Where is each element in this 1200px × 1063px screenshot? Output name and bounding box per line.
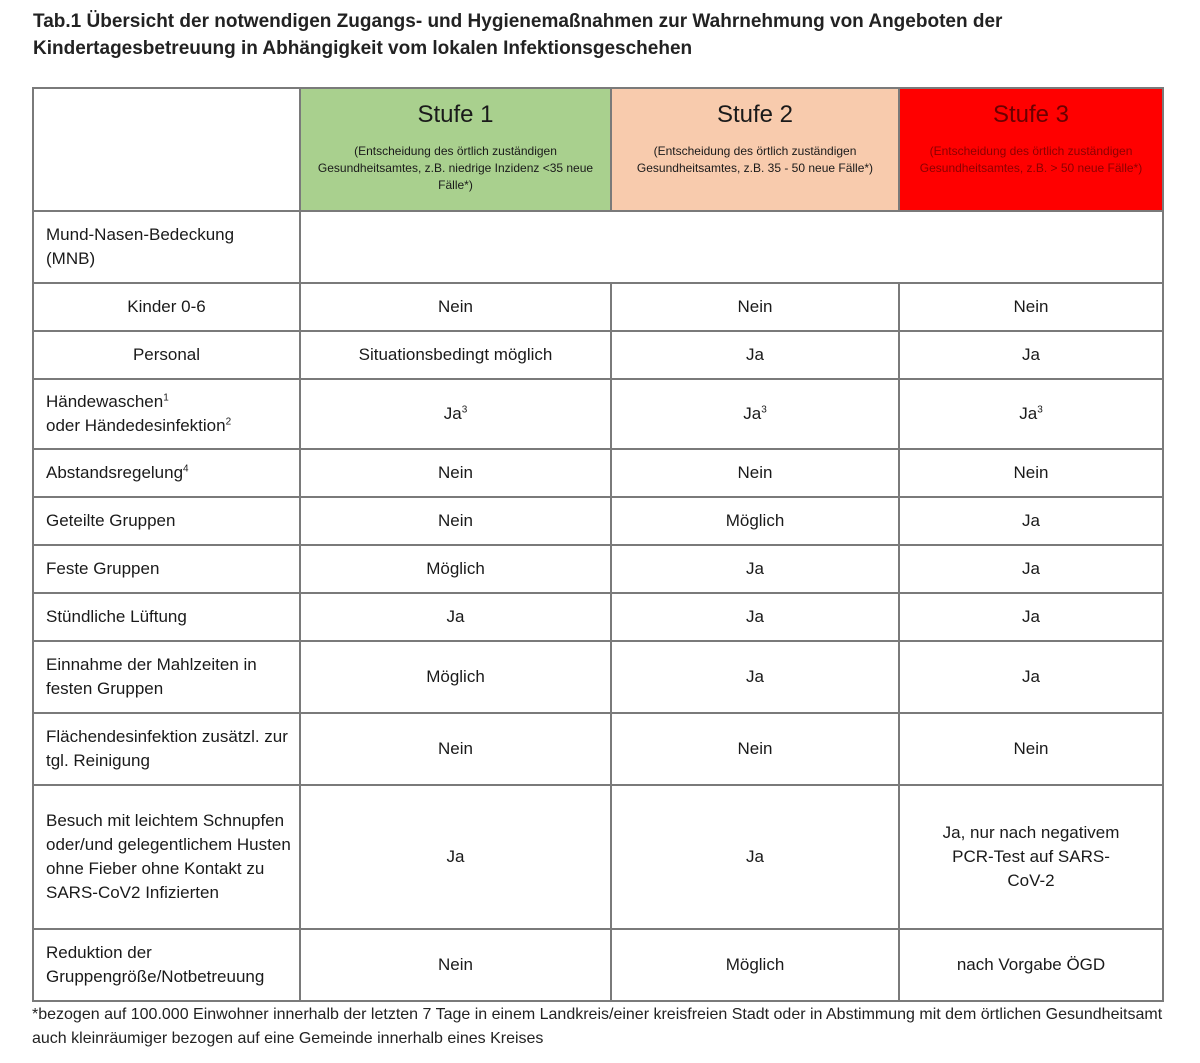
cell-stufe-2: Ja	[611, 641, 899, 713]
header-stufe-1	[300, 88, 611, 211]
header-empty-cell	[33, 88, 300, 211]
cell-stufe-3: Ja, nur nach negativem PCR-Test auf SARS-CoV-2	[899, 785, 1163, 929]
table-row-feste	[33, 545, 1163, 593]
table-row-mnb	[33, 211, 1163, 283]
cell-stufe-3: Ja	[899, 641, 1163, 713]
table-row-lueftung	[33, 593, 1163, 641]
cell-stufe-1: Möglich	[300, 641, 611, 713]
cell-value: Ja	[443, 404, 462, 423]
row-label: Geteilte Gruppen	[33, 497, 300, 545]
row-label: Feste Gruppen	[33, 545, 300, 593]
table-row-kinder	[33, 283, 1163, 331]
row-label: Reduktion der Gruppengröße/Notbetreuung	[33, 929, 300, 1001]
footnote-ref: 1	[163, 392, 169, 404]
table-row-reduktion	[33, 929, 1163, 1001]
footnote-ref: 3	[1037, 404, 1043, 416]
row-label: Personal	[33, 331, 300, 379]
cell-stufe-1: Nein	[300, 713, 611, 785]
row-label	[33, 379, 300, 449]
cell-stufe-3: Ja	[899, 331, 1163, 379]
cell-stufe-2: Ja	[611, 545, 899, 593]
cell-stufe-1: Ja	[300, 593, 611, 641]
cell-stufe-2: Ja	[611, 593, 899, 641]
table-row-mahlzeiten	[33, 641, 1163, 713]
cell-stufe-2: Möglich	[611, 497, 899, 545]
row-label: Einnahme der Mahlzeiten in festen Gruppen	[33, 641, 300, 713]
row-label	[33, 449, 300, 497]
cell-stufe-3: Ja	[899, 497, 1163, 545]
cell-stufe-2: Nein	[611, 283, 899, 331]
cell-stufe-2: Nein	[611, 449, 899, 497]
stufe-3-note: (Entscheidung des örtlich zuständigen Gesundheitsamtes, z.B. > 50 neue Fälle*)	[919, 144, 1143, 175]
cell-stufe-1: Möglich	[300, 545, 611, 593]
cell-stufe-1: Nein	[300, 497, 611, 545]
measures-table	[32, 87, 1164, 1002]
table-row-haende	[33, 379, 1163, 449]
cell-stufe-3: nach Vorgabe ÖGD	[899, 929, 1163, 1001]
cell-stufe-1: Ja	[300, 785, 611, 929]
footnote-ref: 2	[225, 416, 232, 428]
stufe-3-label: Stufe 3	[992, 101, 1070, 128]
cell-stufe-3: Nein	[899, 449, 1163, 497]
cell-value: Ja	[1019, 404, 1038, 423]
empty-cell	[300, 211, 1163, 283]
footnote-ref: 4	[183, 463, 189, 475]
cell-stufe-2: Ja	[611, 331, 899, 379]
cell-stufe-1	[300, 379, 611, 449]
table-row-flaechen	[33, 713, 1163, 785]
cell-stufe-1: Nein	[300, 283, 611, 331]
cell-stufe-3: Nein	[899, 713, 1163, 785]
stufe-2-label: Stufe 2	[716, 101, 794, 128]
row-label: Kinder 0-6	[33, 283, 300, 331]
header-stufe-2	[611, 88, 899, 211]
row-label	[33, 211, 300, 283]
row-label: Flächendesinfektion zusätzl. zur tgl. Reinigung	[33, 713, 300, 785]
cell-stufe-2: Möglich	[611, 929, 899, 1001]
stufe-1-note: (Entscheidung des örtlich zuständigen Gesundheitsamtes, z.B. niedrige Inzidenz <35 neue Fälle*)	[317, 144, 594, 192]
row-label: Besuch mit leichtem Schnupfen oder/und gelegentlichem Husten ohne Fieber ohne Kontakt zu SARS-CoV2 Infizierten	[33, 785, 300, 929]
table-row-personal	[33, 331, 1163, 379]
row-label-line-1: Händewaschen	[46, 392, 164, 411]
cell-stufe-1: Nein	[300, 449, 611, 497]
table-row-besuch	[33, 785, 1163, 929]
table-title: Tab.1 Übersicht der notwendigen Zugangs- und Hygienemaßnahmen zur Wahrnehmung von Angeboten der Kindertagesbetreuung in Abhängigkeit vom lokalen Infektionsgeschehen	[33, 11, 1003, 59]
cell-stufe-3	[899, 379, 1163, 449]
cell-stufe-3: Ja	[899, 593, 1163, 641]
row-label: Stündliche Lüftung	[33, 593, 300, 641]
footnote-ref: 3	[761, 404, 767, 416]
cell-stufe-2: Nein	[611, 713, 899, 785]
stufe-1-label: Stufe 1	[417, 101, 494, 128]
row-label-text: Mund-Nasen-Bedeckung (MNB)	[46, 225, 235, 268]
cell-stufe-1: Nein	[300, 929, 611, 1001]
table-footnote: *bezogen auf 100.000 Einwohner innerhalb der letzten 7 Tage in einem Landkreis/einer kreisfreien Stadt oder in Abstimmung mit dem örtlichen Gesundheitsamt auch kleinräumiger bezogen auf eine Gemeinde innerhalb eines Kreises	[32, 1006, 1163, 1047]
header-row	[33, 88, 1163, 211]
footnote-ref: 3	[461, 404, 468, 416]
header-stufe-3	[899, 88, 1163, 211]
cell-stufe-1: Situationsbedingt möglich	[300, 331, 611, 379]
row-label-text: Abstandsregelung	[46, 463, 184, 482]
cell-stufe-2	[611, 379, 899, 449]
table-row-abstand	[33, 449, 1163, 497]
stufe-2-note: (Entscheidung des örtlich zuständigen Gesundheitsamtes, z.B. 35 - 50 neue Fälle*)	[636, 144, 874, 175]
row-label-line-2: oder Händedesinfektion	[46, 416, 226, 435]
table-row-geteilt	[33, 497, 1163, 545]
cell-stufe-3: Ja	[899, 545, 1163, 593]
cell-stufe-2: Ja	[611, 785, 899, 929]
cell-stufe-3: Nein	[899, 283, 1163, 331]
cell-value: Ja	[743, 404, 762, 423]
